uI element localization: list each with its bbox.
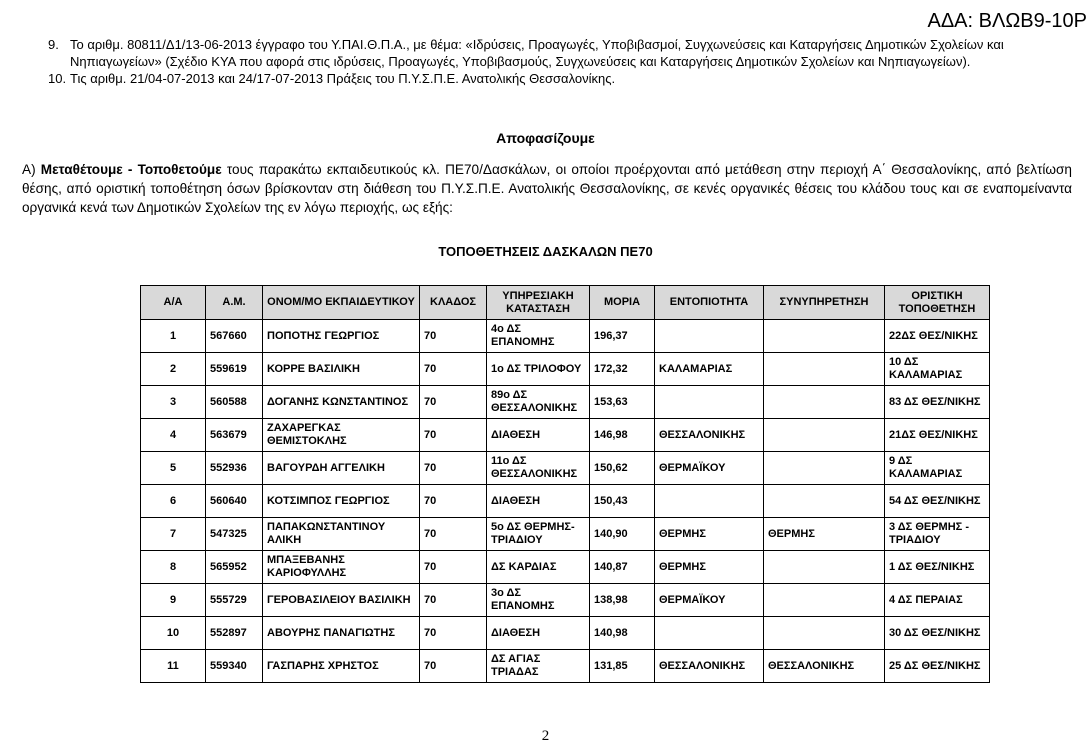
row-coservice (764, 617, 885, 650)
table-row (141, 320, 990, 353)
row-service-status: ΔΣ ΚΑΡΔΙΑΣ (487, 551, 590, 584)
row-aa: 7 (141, 518, 206, 551)
row-final-placement: 54 ΔΣ ΘΕΣ/ΝΙΚΗΣ (885, 485, 990, 518)
row-am: 565952 (206, 551, 263, 584)
row-final-placement: 83 ΔΣ ΘΕΣ/ΝΙΚΗΣ (885, 386, 990, 419)
row-coservice (764, 584, 885, 617)
row-coservice (764, 386, 885, 419)
row-final-placement: 9 ΔΣ ΚΑΛΑΜΑΡΙΑΣ (885, 452, 990, 485)
reference-number: 10. (48, 71, 67, 86)
row-service-status: 11ο ΔΣ ΘΕΣΣΑΛΟΝΙΚΗΣ (487, 452, 590, 485)
header-coservice: ΣΥΝΥΠΗΡΕΤΗΣΗ (764, 286, 885, 320)
header-final-placement: ΟΡΙΣΤΙΚΗ ΤΟΠΟΘΕΤΗΣΗ (885, 286, 990, 320)
row-am: 560588 (206, 386, 263, 419)
row-service-status: 5ο ΔΣ ΘΕΡΜΗΣ-ΤΡΙΑΔΙΟΥ (487, 518, 590, 551)
row-branch: 70 (420, 617, 487, 650)
row-name: ΓΕΡΟΒΑΣΙΛΕΙΟΥ ΒΑΣΙΛΙΚΗ (263, 584, 420, 617)
table-header-row (141, 286, 990, 320)
row-name: ΠΑΠΑΚΩΝΣΤΑΝΤΙΝΟΥ ΑΛΙΚΗ (263, 518, 420, 551)
reference-item (48, 36, 1078, 70)
paragraph-bold: Μεταθέτουμε - Τοποθετούμε (40, 162, 222, 177)
row-branch: 70 (420, 320, 487, 353)
row-locality: ΘΕΡΜΑΪΚΟΥ (655, 452, 764, 485)
row-branch: 70 (420, 485, 487, 518)
row-locality (655, 386, 764, 419)
table-row (141, 584, 990, 617)
row-coservice (764, 353, 885, 386)
row-points: 153,63 (590, 386, 655, 419)
row-branch: 70 (420, 419, 487, 452)
row-coservice (764, 485, 885, 518)
row-aa: 6 (141, 485, 206, 518)
table-body (141, 320, 990, 683)
row-branch: 70 (420, 353, 487, 386)
row-name: ΚΟΡΡΕ ΒΑΣΙΛΙΚΗ (263, 353, 420, 386)
ada-code: ΑΔΑ: ΒΛΩΒ9-10Ρ (927, 10, 1087, 32)
row-branch: 70 (420, 386, 487, 419)
row-points: 131,85 (590, 650, 655, 683)
row-coservice (764, 320, 885, 353)
table-title: ΤΟΠΟΘΕΤΗΣΕΙΣ ΔΑΣΚΑΛΩΝ ΠΕ70 (438, 244, 653, 259)
row-locality: ΘΕΡΜΗΣ (655, 518, 764, 551)
reference-text: Τις αριθμ. 21/04-07-2013 και 24/17-07-2013 Πράξεις του Π.Υ.Σ.Π.Ε. Ανατολικής Θεσσαλονίκης. (70, 71, 616, 86)
row-aa: 2 (141, 353, 206, 386)
row-am: 563679 (206, 419, 263, 452)
row-am: 552936 (206, 452, 263, 485)
row-service-status: ΔΙΑΘΕΣΗ (487, 617, 590, 650)
row-am: 560640 (206, 485, 263, 518)
row-am: 567660 (206, 320, 263, 353)
table-row (141, 650, 990, 683)
row-final-placement: 4 ΔΣ ΠΕΡΑΙΑΣ (885, 584, 990, 617)
row-locality (655, 320, 764, 353)
row-am: 559619 (206, 353, 263, 386)
references-list (48, 36, 1078, 87)
table-row (141, 353, 990, 386)
row-aa: 10 (141, 617, 206, 650)
row-branch: 70 (420, 452, 487, 485)
row-coservice: ΘΕΡΜΗΣ (764, 518, 885, 551)
reference-number: 9. (48, 37, 59, 52)
row-locality: ΘΕΣΣΑΛΟΝΙΚΗΣ (655, 650, 764, 683)
row-name: ΜΠΑΞΕΒΑΝΗΣ ΚΑΡΙΟΦΥΛΛΗΣ (263, 551, 420, 584)
reference-item (48, 70, 1078, 87)
row-locality: ΘΕΡΜΗΣ (655, 551, 764, 584)
row-points: 140,90 (590, 518, 655, 551)
row-points: 172,32 (590, 353, 655, 386)
row-final-placement: 21ΔΣ ΘΕΣ/ΝΙΚΗΣ (885, 419, 990, 452)
row-final-placement: 10 ΔΣ ΚΑΛΑΜΑΡΙΑΣ (885, 353, 990, 386)
page-number: 2 (541, 728, 550, 744)
row-service-status: 3ο ΔΣ ΕΠΑΝΟΜΗΣ (487, 584, 590, 617)
row-points: 196,37 (590, 320, 655, 353)
table-row (141, 386, 990, 419)
row-locality (655, 485, 764, 518)
header-am: Α.Μ. (206, 286, 263, 320)
header-name: ΟΝΟΜ/ΜΟ ΕΚΠΑΙΔΕΥΤΙΚΟΥ (263, 286, 420, 320)
row-aa: 5 (141, 452, 206, 485)
row-points: 150,62 (590, 452, 655, 485)
table-row (141, 518, 990, 551)
paragraph-text: τους παρακάτω εκπαιδευτικούς κλ. ΠΕ70/Δασκάλων, οι οποίοι προέρχονται από μετάθεση στην περιοχή Α΄ Θεσσαλονίκης, από βελτίωση θέσης, από οριστική τοποθέτηση όσων βρίσκονταν στη διάθεση του Π.Υ.Σ.Π.Ε. Ανατολικής Θεσσαλονίκης, σε κενές οργανικές θέσεις του κλάδου τους και σε εναπομείναντα οργανικά κενά των Δημοτικών Σχολείων της εν λόγω περιοχής, ως εξής: (22, 162, 1072, 215)
row-aa: 11 (141, 650, 206, 683)
row-final-placement: 25 ΔΣ ΘΕΣ/ΝΙΚΗΣ (885, 650, 990, 683)
placements-table (140, 285, 990, 683)
header-points: ΜΟΡΙΑ (590, 286, 655, 320)
row-name: ΠΟΠΟΤΗΣ ΓΕΩΡΓΙΟΣ (263, 320, 420, 353)
row-locality: ΘΕΣΣΑΛΟΝΙΚΗΣ (655, 419, 764, 452)
row-coservice (764, 551, 885, 584)
row-points: 146,98 (590, 419, 655, 452)
row-branch: 70 (420, 551, 487, 584)
row-locality: ΘΕΡΜΑΪΚΟΥ (655, 584, 764, 617)
table-row (141, 617, 990, 650)
row-aa: 3 (141, 386, 206, 419)
row-am: 559340 (206, 650, 263, 683)
row-aa: 4 (141, 419, 206, 452)
row-service-status: 4ο ΔΣ ΕΠΑΝΟΜΗΣ (487, 320, 590, 353)
row-am: 547325 (206, 518, 263, 551)
row-aa: 1 (141, 320, 206, 353)
row-am: 552897 (206, 617, 263, 650)
row-points: 138,98 (590, 584, 655, 617)
row-name: ΒΑΓΟΥΡΔΗ ΑΓΓΕΛΙΚΗ (263, 452, 420, 485)
row-points: 140,87 (590, 551, 655, 584)
row-service-status: 89ο ΔΣ ΘΕΣΣΑΛΟΝΙΚΗΣ (487, 386, 590, 419)
row-aa: 8 (141, 551, 206, 584)
table-row (141, 452, 990, 485)
row-aa: 9 (141, 584, 206, 617)
header-aa: Α/Α (141, 286, 206, 320)
row-locality (655, 617, 764, 650)
decision-heading: Αποφασίζουμε (496, 130, 595, 146)
row-final-placement: 3 ΔΣ ΘΕΡΜΗΣ - ΤΡΙΑΔΙΟΥ (885, 518, 990, 551)
row-am: 555729 (206, 584, 263, 617)
row-name: ΔΟΓΑΝΗΣ ΚΩΝΣΤΑΝΤΙΝΟΣ (263, 386, 420, 419)
table-row (141, 485, 990, 518)
row-coservice: ΘΕΣΣΑΛΟΝΙΚΗΣ (764, 650, 885, 683)
paragraph-prefix: Α) (22, 162, 41, 177)
row-name: ΖΑΧΑΡΕΓΚΑΣ ΘΕΜΙΣΤΟΚΛΗΣ (263, 419, 420, 452)
row-final-placement: 22ΔΣ ΘΕΣ/ΝΙΚΗΣ (885, 320, 990, 353)
table-row (141, 419, 990, 452)
decision-paragraph (22, 160, 1072, 217)
row-final-placement: 1 ΔΣ ΘΕΣ/ΝΙΚΗΣ (885, 551, 990, 584)
row-service-status: ΔΙΑΘΕΣΗ (487, 485, 590, 518)
reference-text: Το αριθμ. 80811/Δ1/13-06-2013 έγγραφο του Υ.ΠΑΙ.Θ.Π.Α., με θέμα: «Ιδρύσεις, Προαγωγές, Υποβιβασμοί, Συγχωνεύσεις και Καταργήσεις Δημοτικών Σχολείων και Νηπιαγωγείων» (Σχέδιο ΚΥΑ που αφορά στις ιδρύσεις, Προαγωγές, Υποβιβασμούς, Συγχωνεύσεις και Καταργήσεις Δημοτικών Σχολείων και Νηπιαγωγείων). (70, 37, 1004, 69)
table-row (141, 551, 990, 584)
row-name: ΓΑΣΠΑΡΗΣ ΧΡΗΣΤΟΣ (263, 650, 420, 683)
header-locality: ΕΝΤΟΠΙΟΤΗΤΑ (655, 286, 764, 320)
row-service-status: 1ο ΔΣ ΤΡΙΛΟΦΟΥ (487, 353, 590, 386)
row-branch: 70 (420, 584, 487, 617)
row-coservice (764, 419, 885, 452)
row-coservice (764, 452, 885, 485)
header-branch: ΚΛΑΔΟΣ (420, 286, 487, 320)
row-locality: ΚΑΛΑΜΑΡΙΑΣ (655, 353, 764, 386)
row-branch: 70 (420, 650, 487, 683)
row-service-status: ΔΣ ΑΓΙΑΣ ΤΡΙΑΔΑΣ (487, 650, 590, 683)
row-branch: 70 (420, 518, 487, 551)
header-service-status: ΥΠΗΡΕΣΙΑΚΗ ΚΑΤΑΣΤΑΣΗ (487, 286, 590, 320)
row-points: 150,43 (590, 485, 655, 518)
row-name: ΚΟΤΣΙΜΠΟΣ ΓΕΩΡΓΙΟΣ (263, 485, 420, 518)
row-final-placement: 30 ΔΣ ΘΕΣ/ΝΙΚΗΣ (885, 617, 990, 650)
row-name: ΑΒΟΥΡΗΣ ΠΑΝΑΓΙΩΤΗΣ (263, 617, 420, 650)
row-service-status: ΔΙΑΘΕΣΗ (487, 419, 590, 452)
row-points: 140,98 (590, 617, 655, 650)
